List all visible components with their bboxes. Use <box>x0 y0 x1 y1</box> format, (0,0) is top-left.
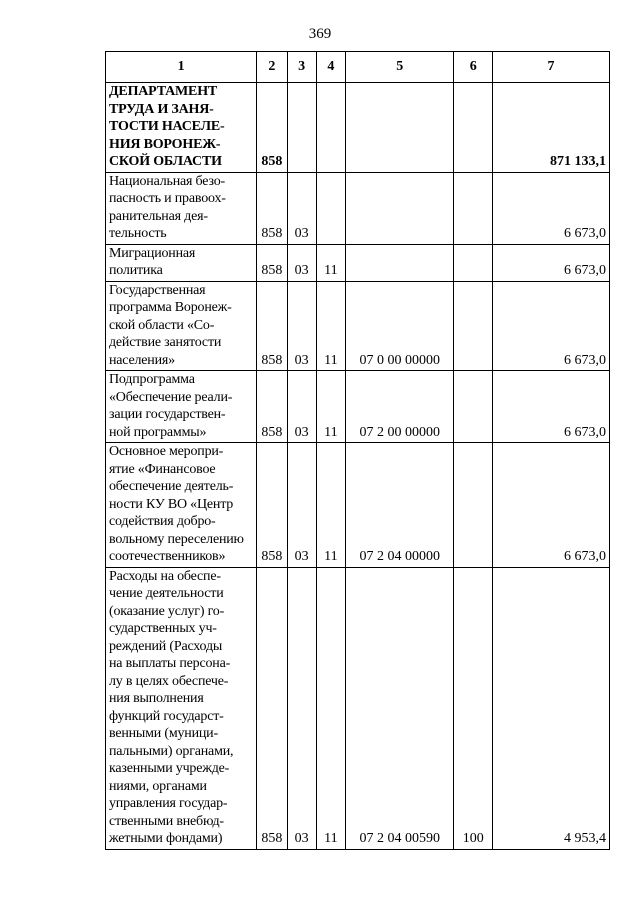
row-ved-cell: 858 <box>257 281 287 371</box>
table-row <box>106 244 610 281</box>
table-row <box>106 371 610 443</box>
row-expense-type-cell <box>454 83 493 173</box>
row-target-article-cell: 07 2 00 00000 <box>345 371 454 443</box>
row-amount-cell: 6 673,0 <box>493 281 610 371</box>
row-section-cell: 03 <box>287 244 316 281</box>
row-subsection-cell <box>316 83 345 173</box>
row-expense-type-cell <box>454 281 493 371</box>
page-number: 369 <box>308 26 332 42</box>
table-row <box>106 567 610 849</box>
row-subsection-cell: 11 <box>316 244 345 281</box>
column-header-1: 1 <box>106 52 257 83</box>
table-body <box>106 83 610 850</box>
row-ved-cell: 858 <box>257 172 287 244</box>
row-target-article-cell <box>345 172 454 244</box>
row-amount-cell: 6 673,0 <box>493 371 610 443</box>
row-amount-cell: 4 953,4 <box>493 567 610 849</box>
row-subsection-cell <box>316 172 345 244</box>
row-subsection-cell: 11 <box>316 371 345 443</box>
row-section-cell: 03 <box>287 281 316 371</box>
row-expense-type-cell <box>454 443 493 568</box>
row-name-cell: Подпрограмма «Обеспечение реали- зации государствен- ной программы» <box>106 371 257 443</box>
row-section-cell: 03 <box>287 172 316 244</box>
row-target-article-cell <box>345 244 454 281</box>
column-header-2: 2 <box>257 52 287 83</box>
row-expense-type-cell <box>454 371 493 443</box>
table-row <box>106 443 610 568</box>
table-header-row <box>106 52 610 83</box>
row-subsection-cell: 11 <box>316 567 345 849</box>
row-target-article-cell: 07 2 04 00590 <box>345 567 454 849</box>
column-header-6: 6 <box>454 52 493 83</box>
row-name-cell: Государственная программа Воронеж- ской области «Со- действие занятости населения» <box>106 281 257 371</box>
row-name-cell: Миграционная политика <box>106 244 257 281</box>
row-amount-cell: 871 133,1 <box>493 83 610 173</box>
row-amount-cell: 6 673,0 <box>493 172 610 244</box>
row-target-article-cell <box>345 83 454 173</box>
row-amount-cell: 6 673,0 <box>493 244 610 281</box>
row-ved-cell: 858 <box>257 83 287 173</box>
column-header-7: 7 <box>493 52 610 83</box>
row-target-article-cell: 07 0 00 00000 <box>345 281 454 371</box>
row-name-cell: Основное меропри- ятие «Финансовое обеспечение деятель- ности КУ ВО «Центр содействия добро- вольному переселению соотечественников» <box>106 443 257 568</box>
row-expense-type-cell <box>454 244 493 281</box>
row-target-article-cell: 07 2 04 00000 <box>345 443 454 568</box>
column-header-3: 3 <box>287 52 316 83</box>
row-section-cell: 03 <box>287 567 316 849</box>
row-section-cell <box>287 83 316 173</box>
row-section-cell: 03 <box>287 443 316 568</box>
row-section-cell: 03 <box>287 371 316 443</box>
row-ved-cell: 858 <box>257 244 287 281</box>
column-header-4: 4 <box>316 52 345 83</box>
row-ved-cell: 858 <box>257 371 287 443</box>
column-header-5: 5 <box>345 52 454 83</box>
row-subsection-cell: 11 <box>316 281 345 371</box>
table-row <box>106 172 610 244</box>
row-name-cell: Национальная безо- пасность и правоох- ранительная дея- тельность <box>106 172 257 244</box>
row-expense-type-cell: 100 <box>454 567 493 849</box>
row-ved-cell: 858 <box>257 567 287 849</box>
row-amount-cell: 6 673,0 <box>493 443 610 568</box>
row-subsection-cell: 11 <box>316 443 345 568</box>
row-expense-type-cell <box>454 172 493 244</box>
table-row <box>106 83 610 173</box>
table-row <box>106 281 610 371</box>
row-name-cell: Расходы на обеспе- чение деятельности (оказание услуг) го- сударственных уч- реждений (Расходы на выплаты персона- лу в целях обеспече- ния выполнения функций государст- венными (муници- пальными) органами, казенными учрежде- ниями, органами управления государ- ственными внебюд- жетными фондами) <box>106 567 257 849</box>
row-ved-cell: 858 <box>257 443 287 568</box>
budget-table <box>105 51 610 850</box>
row-name-cell: ДЕПАРТАМЕНТ ТРУДА И ЗАНЯ- ТОСТИ НАСЕЛЕ- НИЯ ВОРОНЕЖ- СКОЙ ОБЛАСТИ <box>106 83 257 173</box>
